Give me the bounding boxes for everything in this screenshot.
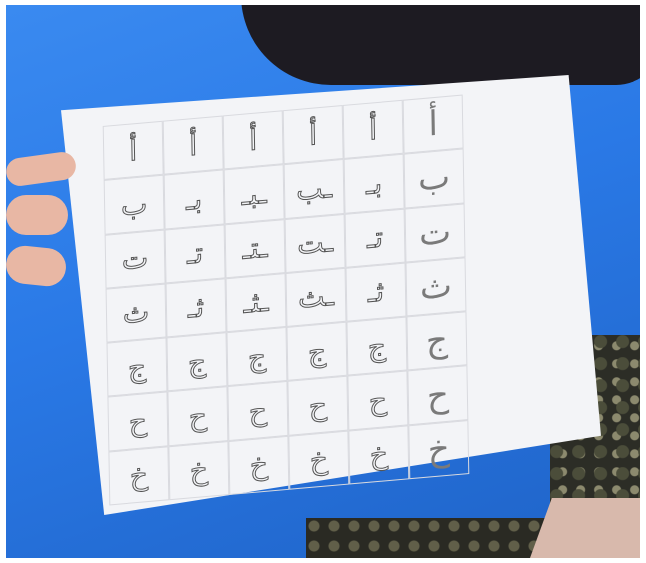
dark-fabric	[241, 5, 640, 85]
trace-cell: أ	[223, 110, 284, 169]
trace-cell: ج	[346, 317, 407, 376]
model-letter-cell: ث	[406, 257, 467, 316]
trace-cell: ثـ	[166, 278, 227, 337]
model-letter-cell: ت	[405, 203, 466, 262]
trace-cell: ح	[167, 387, 228, 446]
trace-cell: أ	[343, 100, 404, 159]
trace-cell: ث	[106, 283, 167, 342]
trace-cell: تـ	[165, 224, 226, 283]
trace-cell: خ	[288, 430, 349, 489]
trace-cell: ج	[166, 332, 227, 391]
trace-cell: أ	[283, 105, 344, 164]
model-letter-cell: أ	[403, 95, 464, 154]
trace-cell: ح	[227, 381, 288, 440]
trace-cell: ـتـ	[225, 219, 286, 278]
trace-cell: ج	[107, 338, 168, 397]
trace-cell: ح	[107, 392, 168, 451]
finger	[6, 244, 68, 288]
trace-cell: ـب	[284, 159, 345, 218]
trace-cell: ح	[347, 371, 408, 430]
trace-cell: ت	[105, 229, 166, 288]
trace-cell: بـ	[164, 170, 225, 229]
trace-cell: ـبـ	[224, 164, 285, 223]
model-letter-cell: ج	[406, 311, 467, 370]
trace-cell: خ	[168, 441, 229, 500]
model-letter-cell: ب	[404, 149, 465, 208]
model-letter-cell: خ	[408, 420, 469, 479]
trace-cell: ثـ	[346, 262, 407, 321]
trace-cell: ـت	[285, 213, 346, 272]
trace-cell: ح	[287, 376, 348, 435]
trace-cell: خ	[108, 446, 169, 505]
trace-cell: تـ	[345, 208, 406, 267]
trace-cell: ج	[286, 322, 347, 381]
finger	[6, 195, 68, 235]
trace-cell: خ	[228, 436, 289, 495]
trace-cell: أ	[163, 116, 224, 175]
trace-cell: خ	[348, 425, 409, 484]
finger	[6, 150, 78, 187]
tracing-grid	[103, 95, 470, 506]
trace-cell: ج	[226, 327, 287, 386]
trace-cell: أ	[103, 121, 164, 180]
photo	[6, 5, 640, 558]
hand	[6, 155, 81, 295]
trace-cell: ب	[104, 175, 165, 234]
trace-cell: ـث	[286, 268, 347, 327]
trace-cell: ـثـ	[226, 273, 287, 332]
trace-cell: بـ	[344, 154, 405, 213]
model-letter-cell: ح	[407, 366, 468, 425]
